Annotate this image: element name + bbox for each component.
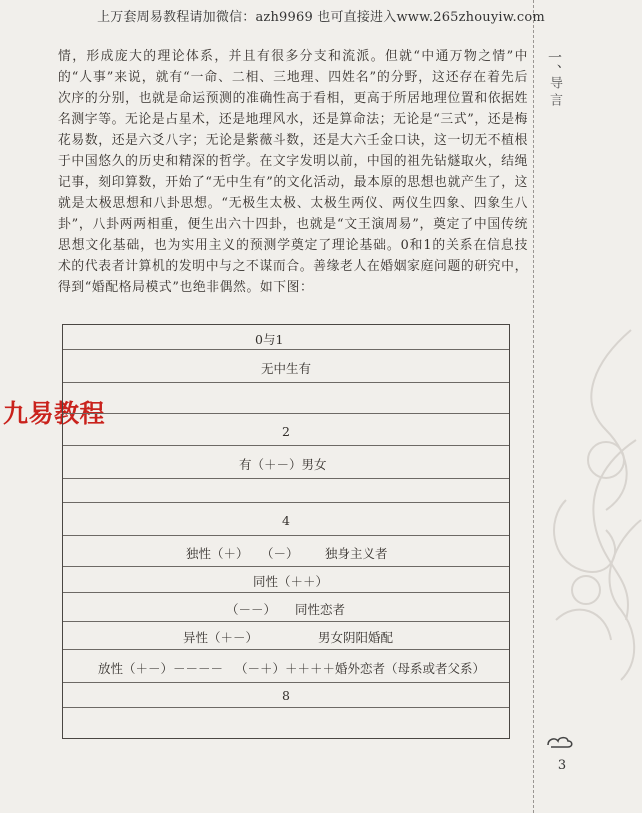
diagram-row bbox=[63, 708, 509, 738]
diagram-row bbox=[63, 683, 509, 708]
diagram-row bbox=[63, 536, 509, 567]
diagram-row bbox=[63, 622, 509, 650]
marriage-pattern-diagram bbox=[62, 324, 510, 739]
margin-divider bbox=[533, 0, 534, 813]
diagram-row bbox=[63, 593, 509, 622]
diagram-row bbox=[63, 350, 509, 383]
diagram-row bbox=[63, 567, 509, 593]
diagram-row bbox=[63, 479, 509, 503]
diagram-cell: （－） bbox=[261, 546, 299, 561]
chapter-title: 导言 bbox=[547, 76, 562, 110]
top-banner: 上万套周易教程请加微信：azh9969 也可直接进入www.265zhouyiw.com bbox=[97, 10, 545, 25]
diagram-row bbox=[63, 383, 509, 414]
diagram-cell: 同性恋者 bbox=[295, 602, 346, 617]
diagram-row bbox=[63, 325, 509, 350]
diagram-cell: 4 bbox=[282, 513, 290, 528]
diagram-cell: 8 bbox=[282, 688, 290, 703]
diagram-cell: 放性（＋－）－－－－ bbox=[98, 661, 224, 676]
diagram-cell: （－＋）＋＋＋＋ bbox=[235, 661, 336, 676]
diagram-cell: 婚外恋者（母系或者父系） bbox=[335, 661, 486, 676]
diagram-cell: 2 bbox=[282, 424, 290, 439]
body-paragraph: 情，形成庞大的理论体系，并且有很多分支和流派。但就“中通万物之情”中的“人事”来说，就有“一命、二相、三地理、四姓名”的分野，这还存在着先后次序的分别，也就是命运预测的准确性高于看相，更高于所居地理位置和依据姓名测字等。无论是占星术，还是地理风水，还是算命法；无论是“三式”，还是梅花易数，还是六爻八字；无论是紫薇斗数，还是大六壬金口诀，这一切无不植根于中国悠久的历史和精深的哲学。在文字发明以前，中国的祖先钻燧取火，结绳记事，刻印算数，开始了“无中生有”的文化活动，最本原的思想也就产生了，这就是太极思想和八卦思想。“无极生太极、太极生两仪、两仪生四象、四象生八卦”，八卦两两相重，便生出六十四卦，也就是“文王演周易”，奠定了中国传统思想文化基础，也为实用主义的预测学奠定了理论基础。0和1的关系在信息技术的代表者计算机的发明中与之不谋而合。善缘老人在婚姻家庭问题的研究中，得到“婚配格局模式”也绝非偶然。如下图： bbox=[58, 49, 528, 295]
chapter-marker: 一、 bbox=[546, 50, 562, 78]
diagram-cell: 独性（＋） bbox=[186, 546, 249, 561]
diagram-cell: 无中生有 bbox=[261, 361, 312, 376]
diagram-row bbox=[63, 414, 509, 446]
diagram-cell: （－－） bbox=[226, 602, 277, 617]
diagram-row bbox=[63, 503, 509, 536]
floral-ornament-icon bbox=[536, 320, 642, 700]
diagram-cell: 男女阴阳婚配 bbox=[318, 630, 394, 645]
watermark-text: 九易教程 bbox=[3, 399, 106, 428]
page-number: 3 bbox=[557, 758, 567, 773]
diagram-cell: 独身主义者 bbox=[325, 546, 388, 561]
diagram-row bbox=[63, 446, 509, 479]
diagram-cell: 异性（＋－） bbox=[183, 630, 259, 645]
diagram-cell: 0与1 bbox=[255, 332, 284, 347]
diagram-cell: 有（＋－）男女 bbox=[239, 457, 327, 472]
diagram-row bbox=[63, 650, 509, 683]
diagram-cell: 同性（＋＋） bbox=[253, 574, 329, 589]
cloud-swirl-icon bbox=[545, 733, 575, 751]
